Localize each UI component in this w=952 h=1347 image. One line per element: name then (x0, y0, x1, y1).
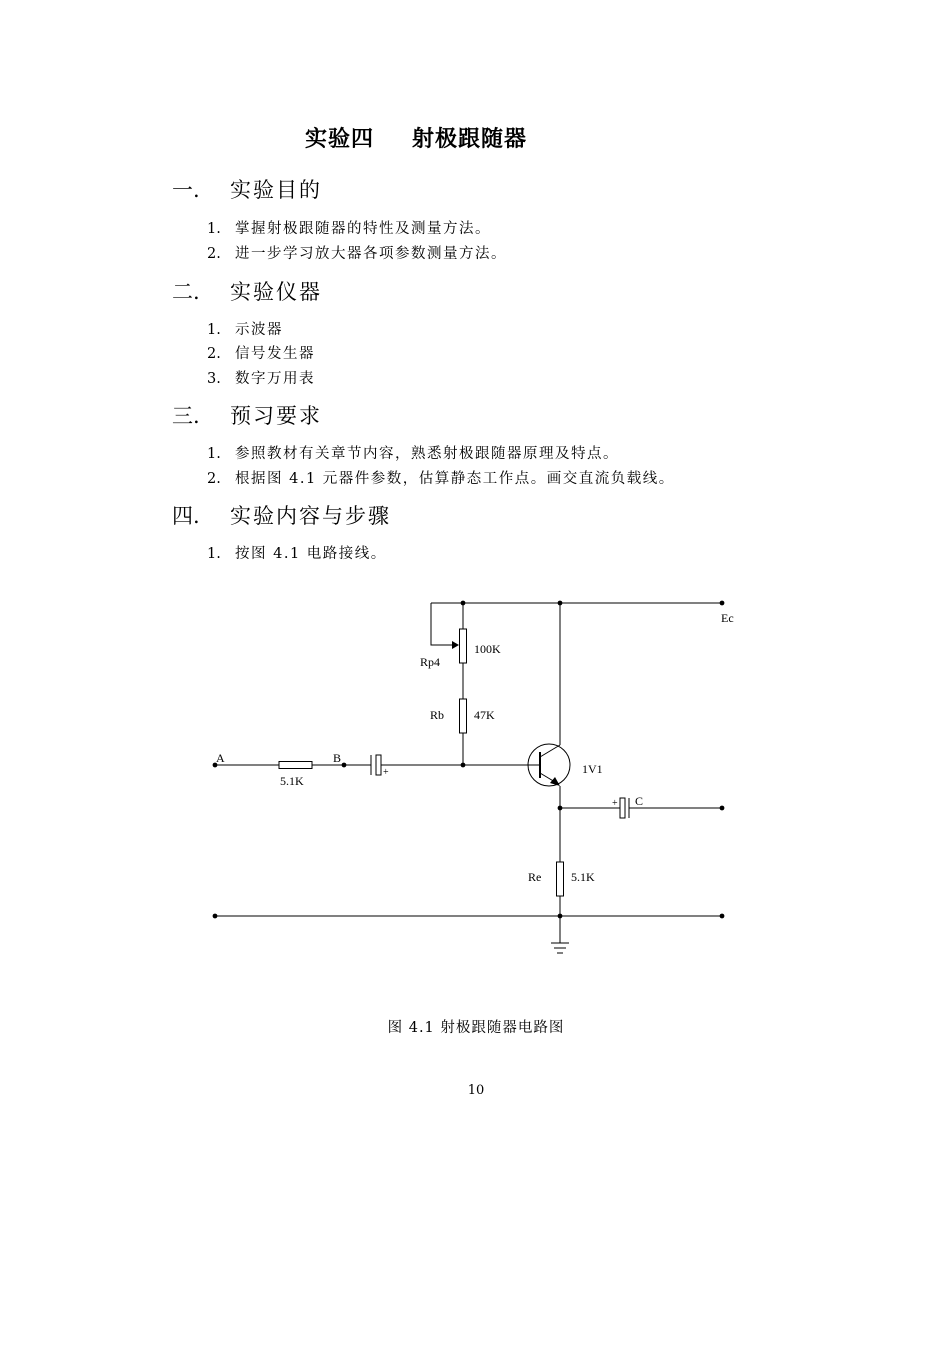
label-input-resistor-value: 5.1K (280, 774, 304, 788)
rp4-potentiometer (460, 629, 467, 663)
list-item: 1. 示波器 (207, 322, 283, 338)
label-re-value: 5.1K (571, 870, 595, 884)
label-rb: Rb (430, 708, 445, 722)
section-heading-procedure: 四. 实验内容与步骤 (172, 504, 391, 528)
list-item: 2. 进一步学习放大器各项参数测量方法。 (207, 246, 507, 262)
list-item: 1. 按图 4.1 电路接线。 (207, 546, 387, 562)
list-item: 2. 信号发生器 (207, 346, 315, 362)
label-cap-out-plus: + (612, 798, 618, 809)
title-experiment-name: 射极跟随器 (412, 126, 528, 152)
page-number: 10 (467, 1083, 485, 1098)
label-transistor: 1V1 (582, 762, 603, 776)
section-heading-preparation: 三. 预习要求 (172, 404, 322, 428)
wiper-arrow-icon (452, 641, 459, 649)
list-item: 3. 数字万用表 (207, 371, 315, 387)
re-resistor (557, 862, 564, 896)
label-node-c: C (635, 794, 644, 808)
label-cap-in-plus: + (383, 767, 389, 778)
label-node-b: B (333, 751, 342, 765)
list-item: 2. 根据图 4.1 元器件参数，估算静态工作点。画交直流负载线。 (207, 471, 675, 487)
ground-icon (551, 943, 569, 953)
section-heading-instruments: 二. 实验仪器 (172, 280, 322, 304)
label-ec: Ec (721, 611, 734, 625)
label-re: Re (528, 870, 542, 884)
figure-caption: 图 4.1 射极跟随器电路图 (387, 1020, 565, 1036)
label-rb-value: 47K (474, 708, 495, 722)
label-rp4: Rp4 (420, 655, 441, 669)
input-resistor (279, 762, 312, 769)
title-experiment-number: 实验四 (304, 126, 374, 152)
label-node-a: A (216, 751, 225, 765)
rb-resistor (460, 699, 467, 733)
list-item: 1. 掌握射极跟随器的特性及测量方法。 (207, 221, 491, 237)
output-capacitor (620, 798, 625, 818)
section-heading-objectives: 一. 实验目的 (172, 178, 322, 202)
list-item: 1. 参照教材有关章节内容，熟悉射极跟随器原理及特点。 (207, 446, 619, 462)
label-rp4-value: 100K (474, 642, 501, 656)
